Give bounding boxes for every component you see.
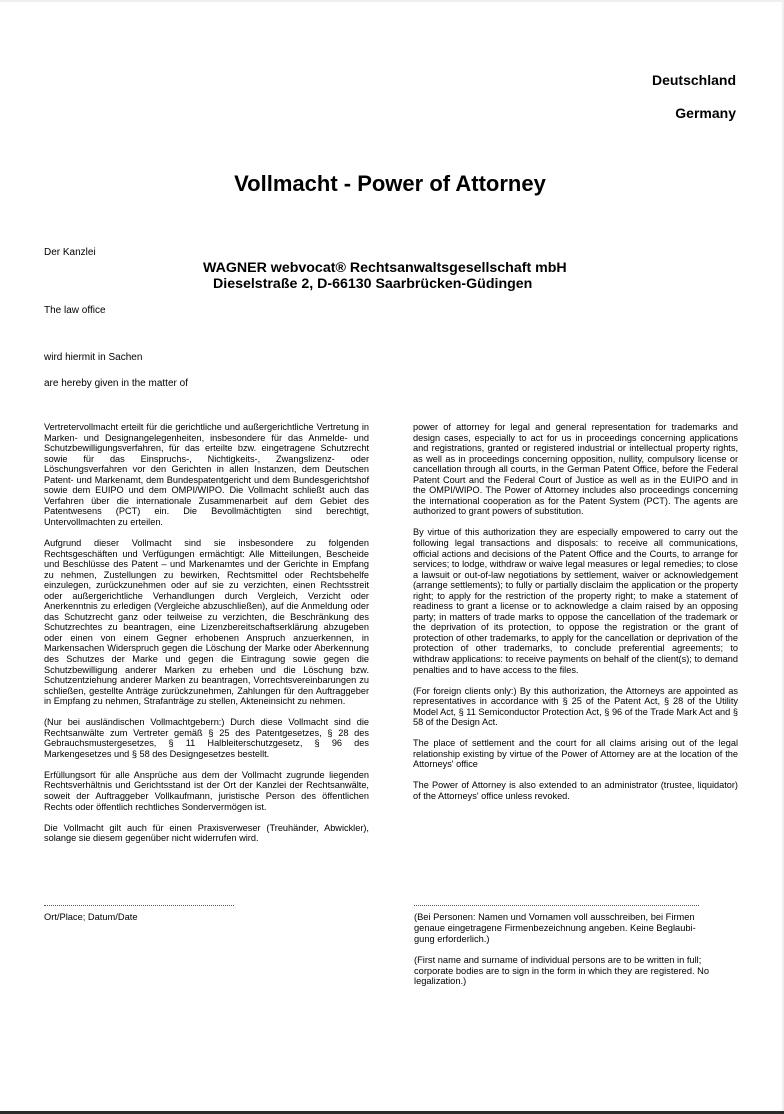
place-date-line [44, 905, 234, 906]
signature-instructions [414, 912, 714, 998]
english-paragraph-administrator: The Power of Attorney is also extended to an administrator (trustee, liquidator) of the Attorneys' office unless revoked. [413, 780, 738, 801]
german-paragraph-jurisdiction: Erfüllungsort für alle Ansprüche aus dem der Vollmacht zugrunde liegenden Rechtsverhältnis und Gerichtsstand ist der Ort der Kanzlei der Rechtsanwälte, soweit der Auftraggeber Vollkaufmann, juristische Person des öffentlichen Rechts oder öffentlich rechtliches Sondervermögen ist. [44, 769, 369, 812]
document-title: Vollmacht - Power of Attorney [234, 171, 546, 196]
signature-line [414, 905, 699, 906]
german-paragraph-powers: Aufgrund dieser Vollmacht sind sie insbesondere zu folgenden Rechtsgeschäften und Verfügungen ermächtigt: Alle Mitteilungen, Bescheide und Beschlüsse des Patent – und Markenamtes und der Gerichte in Empfang zu nehmen, Zustellungen zu bewirken, Rechtsmittel oder Rechtsbehelfe einzulegen, zurückzunehmen oder auf sie zu verzichten, einen Rechtsstreit oder außergerichtliche Verhandlungen durch Vergleich, Verzicht oder Anerkenntnis zu erledigen (Vergleiche abzuschließen), auf die Anmeldung oder das Schutzrecht ganz oder teilweise zu verzichten, die Beschränkung des Schutzrechtes zu beantragen, eine Lizenzbereitschaftserklärung abzugeben oder einen von einem Gegner erhobenen Anspruch anzuerkennen, in Markensachen Widerspruch gegen die Löschung der Marke oder Aberkennung des Schutzes der Marke und gegen die Eintragung sowie gegen die Schutzbewilligung anderer Marken zu erheben und die Löschung bzw. Schutzentziehung anderer Marken zu beantragen, Vorrechtsvereinbarungen zu schließen, gestellte Anträge zurückzunehmen, Zahlungen für den Auftraggeber in Empfang zu nehmen, Strafanträge zu stellen, Akteneinsicht zu nehmen. [44, 537, 369, 707]
page-top-edge [0, 0, 784, 2]
label-matter-of: are hereby given in the matter of [44, 378, 188, 389]
label-in-sachen: wird hiermit in Sachen [44, 352, 143, 363]
english-paragraph-scope: power of attorney for legal and general representation for trademarks and design cases, especially to act for us in proceedings concerning applications and registrations, granted or registered industrial or intellectual property rights, as well as in proceedings concerning opposition, nullity, compulsory license or cancellation through all courts, in the German Patent Office, before the Federal Patent Court and the Federal Court of Justice as well as in the EUIPO and in the OMPI/WIPO. The Power of Attorney includes also proceedings concerning the international cooperation as for the Patent System (PCT). The agents are authorized to grant powers of substitution. [413, 422, 738, 517]
english-paragraph-foreign: (For foreign clients only:) By this authorization, the Attorneys are appointed as representatives in accordance with § 25 of the Patent Act, § 28 of the Utility Model Act, § 11 Semiconductor Protection Act, § 96 of the Trade Mark Act and § 58 of the Design Act. [413, 685, 738, 728]
english-paragraph-jurisdiction: The place of settlement and the court for all claims arising out of the legal relationship existing by virtue of the Power of Attorney are at the location of the Attorneys' office [413, 738, 738, 770]
german-paragraph-scope: Vertretervollmacht erteilt für die gerichtliche und außergerichtliche Vertretung in Marken- und Designangelegenheiten, insbesondere für das Anmelde- und Schutzbewilligungsverfahren, für das erteilte bzw. eingetragene Schutzrecht sowie für das Einspruchs-, Nichtigkeits-, Zwangslizenz- oder Löschungsverfahren vor den Gerichten in allen Instanzen, dem Deutschen Patent- und Markenamt, dem Bundespatentgericht und dem Bundesgerichtshof sowie dem EUIPO und dem OMPI/WIPO. Die Vollmacht schließt auch das Verfahren über die internationale Zusammenarbeit auf dem Gebiet des Patentwesens (PCT) ein. Die Bevollmächtigten sind berechtigt, Untervollmachten zu erteilen. [44, 422, 369, 527]
country-en: Germany [675, 105, 736, 121]
german-paragraph-foreign: (Nur bei ausländischen Vollmachtgebern:) Durch diese Vollmacht sind die Rechtsanwälte zum Vertreter gemäß § 25 des Patentgesetzes, § 28 des Gebrauchsmustergesetzes, § 11 Halbleiterschutzgesetz, § 96 des Markengesetzes und § 58 des Designgesetzes bestellt. [44, 717, 369, 759]
country-de: Deutschland [651, 72, 736, 88]
label-law-office: The law office [44, 305, 106, 316]
signature-note-de: (Bei Personen: Namen und Vornamen voll ausschreiben, bei Firmen genaue eingetragene Firmenbezeichnung angeben. Keine Beglaubi-gung erforderlich.) [414, 912, 696, 944]
german-paragraph-administrator: Die Vollmacht gilt auch für einen Praxisverweser (Treuhänder, Abwickler), solange sie diesem gegenüber nicht widerrufen wird. [44, 822, 369, 844]
german-text-column [44, 422, 369, 854]
place-date-label: Ort/Place; Datum/Date [44, 912, 138, 922]
firm-address: Dieselstraße 2, D-66130 Saarbrücken-Güdingen [213, 276, 533, 292]
firm-name: WAGNER webvocat® Rechtsanwaltsgesellschaft mbH [203, 260, 567, 276]
english-text-column [413, 422, 738, 812]
english-paragraph-powers: By virtue of this authorization they are especially empowered to carry out the following legal transactions and disposals: to receive all communications, official actions and decisions of the Patent Office and the Courts, to arrange for services; to lodge, withdraw or waive legal measures or legal remedies; to close a lawsuit or out-of-law negotiations by settlement, waiver or acknowledgement (arrange settlements); to fully or partially disclaim the application or the property right; to apply for the restriction of the property right; to make a statement of readiness to grant a license or to acknowledge a claim raised by an opposing party; in matters of trade marks to oppose the cancellation of the trademark or the deprivation of its protection, to oppose the registration or the grant of protection of other trademarks, to apply for the cancellation or deprivation of the protection of other trademarks, to conclude preferential agreements; to withdraw applications: to receive payments on behalf of the client(s); to demand penalties and to have access to the files. [413, 527, 738, 675]
label-kanzlei: Der Kanzlei [44, 247, 96, 258]
signature-note-en: (First name and surname of individual persons are to be written in full; corporate bodies are to sign in the form in which they are registered. No legalization.) [414, 954, 710, 987]
